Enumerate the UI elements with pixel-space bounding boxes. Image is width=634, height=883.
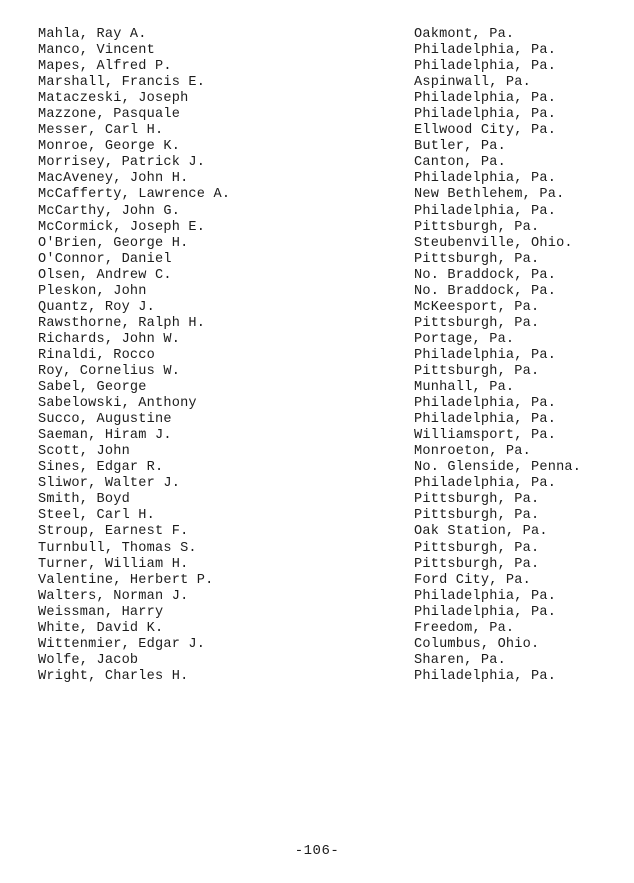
entry-name: Wright, Charles H.	[38, 668, 189, 684]
entry-name: Weissman, Harry	[38, 604, 164, 620]
entry-place: Monroeton, Pa.	[414, 444, 532, 460]
entry-place: McKeesport, Pa.	[414, 299, 540, 315]
roster-entry	[38, 75, 618, 91]
roster-entry	[38, 348, 618, 364]
roster-entry	[38, 428, 618, 444]
entry-place: Sharen, Pa.	[414, 652, 506, 668]
entry-place: Pittsburgh, Pa.	[414, 540, 540, 556]
roster-entry	[38, 364, 618, 380]
entry-name: Smith, Boyd	[38, 492, 130, 508]
roster-entry	[38, 653, 618, 669]
entry-place: Philadelphia, Pa.	[414, 59, 557, 75]
roster-entry	[38, 268, 618, 284]
entry-name: Olsen, Andrew C.	[38, 267, 172, 283]
roster-entry	[38, 27, 618, 43]
entry-place: Williamsport, Pa.	[414, 428, 557, 444]
entry-place: New Bethlehem, Pa.	[414, 187, 565, 203]
entry-name: Valentine, Herbert P.	[38, 572, 214, 588]
entry-name: Rawsthorne, Ralph H.	[38, 315, 206, 331]
roster-entry	[38, 139, 618, 155]
entry-name: Steel, Carl H.	[38, 508, 156, 524]
entry-name: Morrisey, Patrick J.	[38, 155, 206, 171]
entry-place: Portage, Pa.	[414, 331, 515, 347]
entry-place: Philadelphia, Pa.	[414, 203, 557, 219]
entry-name: Manco, Vincent	[38, 43, 156, 59]
entry-place: Pittsburgh, Pa.	[414, 219, 540, 235]
roster-entry	[38, 380, 618, 396]
entry-place: Philadelphia, Pa.	[414, 347, 557, 363]
entry-name: Sliwor, Walter J.	[38, 476, 181, 492]
entry-place: Columbus, Ohio.	[414, 636, 540, 652]
entry-place: Pittsburgh, Pa.	[414, 363, 540, 379]
entry-name: O'Brien, George H.	[38, 235, 189, 251]
roster-entry	[38, 43, 618, 59]
page-number: -106-	[294, 843, 340, 859]
roster-entry	[38, 444, 618, 460]
entry-name: Scott, John	[38, 444, 130, 460]
entry-name: MacAveney, John H.	[38, 171, 189, 187]
entry-name: Mahla, Ray A.	[38, 27, 147, 42]
entry-place: Oakmont, Pa.	[414, 27, 515, 42]
entry-name: Turnbull, Thomas S.	[38, 540, 197, 556]
entry-place: Philadelphia, Pa.	[414, 668, 557, 684]
roster-entry	[38, 412, 618, 428]
entry-place: Canton, Pa.	[414, 155, 506, 171]
roster-entry	[38, 171, 618, 187]
roster-entry	[38, 107, 618, 123]
entry-name: Stroup, Earnest F.	[38, 524, 189, 540]
entry-place: Pittsburgh, Pa.	[414, 251, 540, 267]
entry-name: Wittenmier, Edgar J.	[38, 636, 206, 652]
entry-name: Sabelowski, Anthony	[38, 396, 197, 412]
entry-place: Philadelphia, Pa.	[414, 91, 557, 107]
entry-name: McCormick, Joseph E.	[38, 219, 206, 235]
entry-name: Pleskon, John	[38, 283, 147, 299]
entry-place: Philadelphia, Pa.	[414, 396, 557, 412]
roster-entry	[38, 300, 618, 316]
entry-name: Monroe, George K.	[38, 139, 181, 155]
entry-name: Walters, Norman J.	[38, 588, 189, 604]
roster-entry	[38, 573, 618, 589]
roster-entry	[38, 541, 618, 557]
entry-place: Butler, Pa.	[414, 139, 506, 155]
entry-name: Sabel, George	[38, 380, 147, 396]
entry-name: Messer, Carl H.	[38, 123, 164, 139]
entry-place: Pittsburgh, Pa.	[414, 315, 540, 331]
entry-place: No. Braddock, Pa.	[414, 267, 557, 283]
entry-place: Philadelphia, Pa.	[414, 588, 557, 604]
entry-place: Aspinwall, Pa.	[414, 75, 532, 91]
entry-place: Philadelphia, Pa.	[414, 171, 557, 187]
roster-entry	[38, 220, 618, 236]
entry-name: Sines, Edgar R.	[38, 460, 164, 476]
entry-name: Mazzone, Pasquale	[38, 107, 181, 123]
entry-place: Ellwood City, Pa.	[414, 123, 557, 139]
roster-entry	[38, 332, 618, 348]
roster-entry	[38, 508, 618, 524]
roster-entry	[38, 460, 618, 476]
entry-name: Wolfe, Jacob	[38, 652, 139, 668]
roster-entry	[38, 605, 618, 621]
roster-entry	[38, 91, 618, 107]
entry-place: Ford City, Pa.	[414, 572, 532, 588]
roster-entry	[38, 123, 618, 139]
roster-entry	[38, 316, 618, 332]
entry-place: Pittsburgh, Pa.	[414, 556, 540, 572]
entry-name: Saeman, Hiram J.	[38, 428, 172, 444]
entry-place: Oak Station, Pa.	[414, 524, 548, 540]
entry-place: Steubenville, Ohio.	[414, 235, 573, 251]
entry-place: No. Glenside, Penna.	[414, 460, 582, 476]
entry-name: Succo, Augustine	[38, 412, 172, 428]
entry-name: White, David K.	[38, 620, 164, 636]
entry-name: Roy, Cornelius W.	[38, 363, 181, 379]
entry-place: Philadelphia, Pa.	[414, 43, 557, 59]
entry-place: Philadelphia, Pa.	[414, 604, 557, 620]
entry-name: McCarthy, John G.	[38, 203, 181, 219]
roster-entry	[38, 669, 618, 685]
roster-entry	[38, 557, 618, 573]
roster-entry	[38, 187, 618, 203]
entry-name: Rinaldi, Rocco	[38, 347, 156, 363]
roster-entry	[38, 204, 618, 220]
roster-entry	[38, 524, 618, 540]
roster-entry	[38, 589, 618, 605]
entry-place: Pittsburgh, Pa.	[414, 492, 540, 508]
entry-place: Philadelphia, Pa.	[414, 476, 557, 492]
entry-place: Freedom, Pa.	[414, 620, 515, 636]
entry-name: Marshall, Francis E.	[38, 75, 206, 91]
entry-place: Pittsburgh, Pa.	[414, 508, 540, 524]
roster-entry	[38, 155, 618, 171]
roster-entry	[38, 284, 618, 300]
entry-place: No. Braddock, Pa.	[414, 283, 557, 299]
roster-entry	[38, 492, 618, 508]
entry-name: Quantz, Roy J.	[38, 299, 156, 315]
roster-entry	[38, 252, 618, 268]
entry-name: Richards, John W.	[38, 331, 181, 347]
entry-name: Mataczeski, Joseph	[38, 91, 189, 107]
entry-name: O'Connor, Daniel	[38, 251, 172, 267]
roster-list	[38, 27, 618, 685]
entry-name: Mapes, Alfred P.	[38, 59, 172, 75]
entry-name: McCafferty, Lawrence A.	[38, 187, 231, 203]
entry-place: Philadelphia, Pa.	[414, 107, 557, 123]
roster-entry	[38, 637, 618, 653]
roster-entry	[38, 621, 618, 637]
entry-place: Munhall, Pa.	[414, 380, 515, 396]
entry-name: Turner, William H.	[38, 556, 189, 572]
roster-entry	[38, 59, 618, 75]
roster-entry	[38, 476, 618, 492]
roster-entry	[38, 236, 618, 252]
entry-place: Philadelphia, Pa.	[414, 412, 557, 428]
roster-entry	[38, 396, 618, 412]
